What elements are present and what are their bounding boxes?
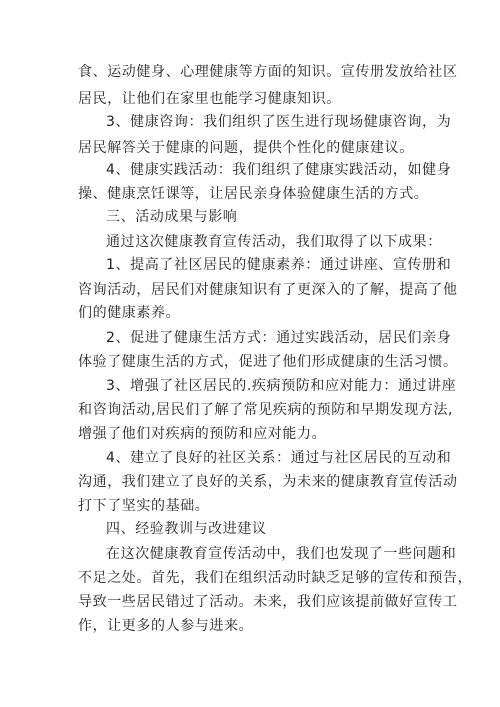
paragraph-line: 不足之处。首先，我们在组织活动时缺乏足够的宣传和预告，	[78, 570, 473, 586]
section-heading: 三、活动成果与影响	[106, 209, 238, 225]
paragraph-line: 打下了坚实的基础。	[78, 498, 210, 514]
paragraph-line: 作，让更多的人参与进来。	[78, 618, 254, 634]
paragraph-line: 在这次健康教育宣传活动中，我们也发现了一些问题和	[106, 546, 457, 562]
paragraph-line: 居民，让他们在家里也能学习健康知识。	[78, 91, 341, 107]
paragraph-line: 2、促进了健康生活方式：通过实践活动，居民们亲身	[106, 330, 452, 346]
paragraph-line: 食、运动健身、心理健康等方面的知识。宣传册发放给社区	[78, 64, 458, 80]
paragraph-line: 导致一些居民错过了活动。未来，我们应该提前做好宣传工	[78, 594, 458, 610]
paragraph-line: 体验了健康生活的方式，促进了他们形成健康的生活习惯。	[78, 354, 458, 370]
paragraph-line: 们的健康素养。	[78, 305, 181, 321]
paragraph-line: 通过这次健康教育宣传活动，我们取得了以下成果：	[106, 234, 442, 250]
paragraph-line: 1、提高了社区居民的健康素养：通过讲座、宣传册和	[106, 257, 452, 273]
paragraph-line: 3、健康咨询：我们组织了医生进行现场健康咨询，为	[106, 114, 452, 130]
paragraph-line: 和咨询活动,居民们了解了常见疾病的预防和早期发现方法,	[78, 402, 454, 418]
section-heading: 四、经验教训与改进建议	[106, 521, 267, 537]
paragraph-line: 操、健康烹饪课等，让居民亲身体验健康生活的方式。	[78, 186, 429, 202]
paragraph-line: 4、建立了良好的社区关系：通过与社区居民的互动和	[106, 450, 452, 466]
paragraph-line: 沟通，我们建立了良好的关系，为未来的健康教育宣传活动	[78, 474, 458, 490]
paragraph-line: 咨询活动，居民们对健康知识有了更深入的了解，提高了他	[78, 282, 458, 298]
paragraph-line: 3、增强了社区居民的.疾病预防和应对能力：通过讲座	[106, 378, 457, 394]
paragraph-line: 4、健康实践活动：我们组织了健康实践活动，如健身	[106, 162, 452, 178]
paragraph-line: 增强了他们对疾病的预防和应对能力。	[78, 426, 327, 442]
paragraph-line: 居民解答关于健康的问题，提供个性化的健康建议。	[78, 140, 414, 156]
